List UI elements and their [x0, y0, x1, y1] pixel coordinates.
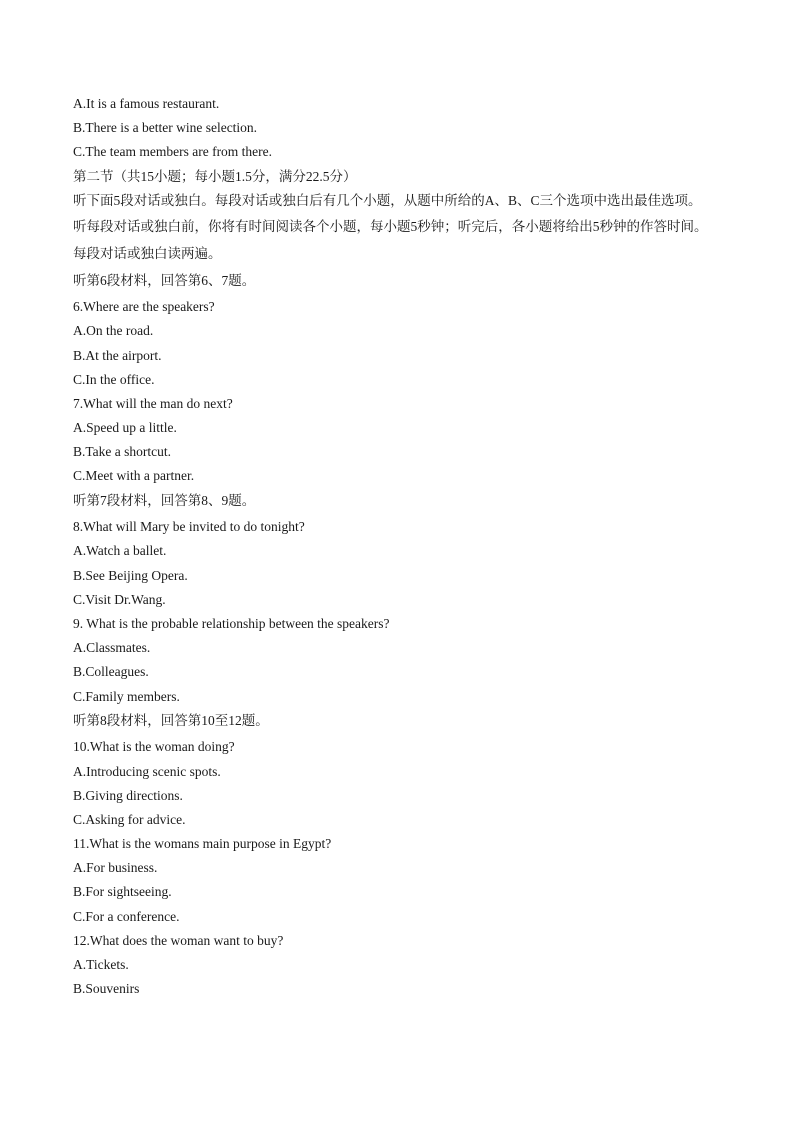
option-line: B.See Beijing Opera.: [73, 567, 188, 583]
instruction-line: 每段对话或独白读两遍。: [73, 245, 222, 261]
material-heading: 听第7段材料，回答第8、9题。: [73, 492, 256, 508]
option-line: C.In the office.: [73, 371, 155, 387]
option-line: A.It is a famous restaurant.: [73, 96, 220, 111]
option-line: B.Souvenirs: [73, 981, 140, 997]
option-line: A.Tickets.: [73, 957, 129, 972]
material-heading: 听第6段材料，回答第6、7题。: [73, 272, 256, 288]
instruction-line: 听每段对话或独白前，你将有时间阅读各个小题，每小题5秒钟；听完后，各小题将给出5秒钟的作答时间。: [73, 219, 708, 235]
option-line: C.Asking for advice.: [73, 811, 186, 827]
question-line: 11.What is the womans main purpose in Egypt?: [73, 836, 332, 852]
document-body: [73, 95, 733, 1004]
option-line: A.Watch a ballet.: [73, 543, 167, 559]
question-line: 10.What is the woman doing?: [73, 739, 235, 755]
option-line: B.There is a better wine selection.: [73, 120, 258, 136]
option-line: B.Colleagues.: [73, 664, 149, 680]
option-line: A.Classmates.: [73, 640, 151, 656]
option-line: A.For business.: [73, 860, 158, 876]
option-line: A.Speed up a little.: [73, 420, 177, 436]
option-line: B.Giving directions.: [73, 787, 183, 803]
option-line: C.Visit Dr.Wang.: [73, 591, 166, 607]
question-line: 9. What is the probable relationship between the speakers?: [73, 615, 390, 631]
option-line: B.For sightseeing.: [73, 884, 172, 900]
question-line: 12.What does the woman want to buy?: [73, 932, 284, 948]
option-line: A.Introducing scenic spots.: [73, 763, 221, 779]
question-line: 7.What will the man do next?: [73, 395, 233, 411]
option-line: A.On the road.: [73, 323, 154, 339]
option-line: B.Take a shortcut.: [73, 444, 172, 460]
question-line: 6.Where are the speakers?: [73, 299, 215, 315]
option-line: C.For a conference.: [73, 908, 180, 924]
section-heading: 第二节（共15小题；每小题1.5分，满分22.5分）: [73, 168, 357, 184]
option-line: B.At the airport.: [73, 347, 162, 363]
option-line: C.Meet with a partner.: [73, 468, 195, 484]
instruction-line: 听下面5段对话或独白。每段对话或独白后有几个小题，从题中所给的A、B、C三个选项中选出最佳选项。: [73, 192, 702, 208]
option-line: C.Family members.: [73, 688, 180, 704]
question-line: 8.What will Mary be invited to do tonight?: [73, 519, 305, 535]
material-heading: 听第8段材料，回答第10至12题。: [73, 712, 269, 728]
option-line: C.The team members are from there.: [73, 144, 273, 160]
